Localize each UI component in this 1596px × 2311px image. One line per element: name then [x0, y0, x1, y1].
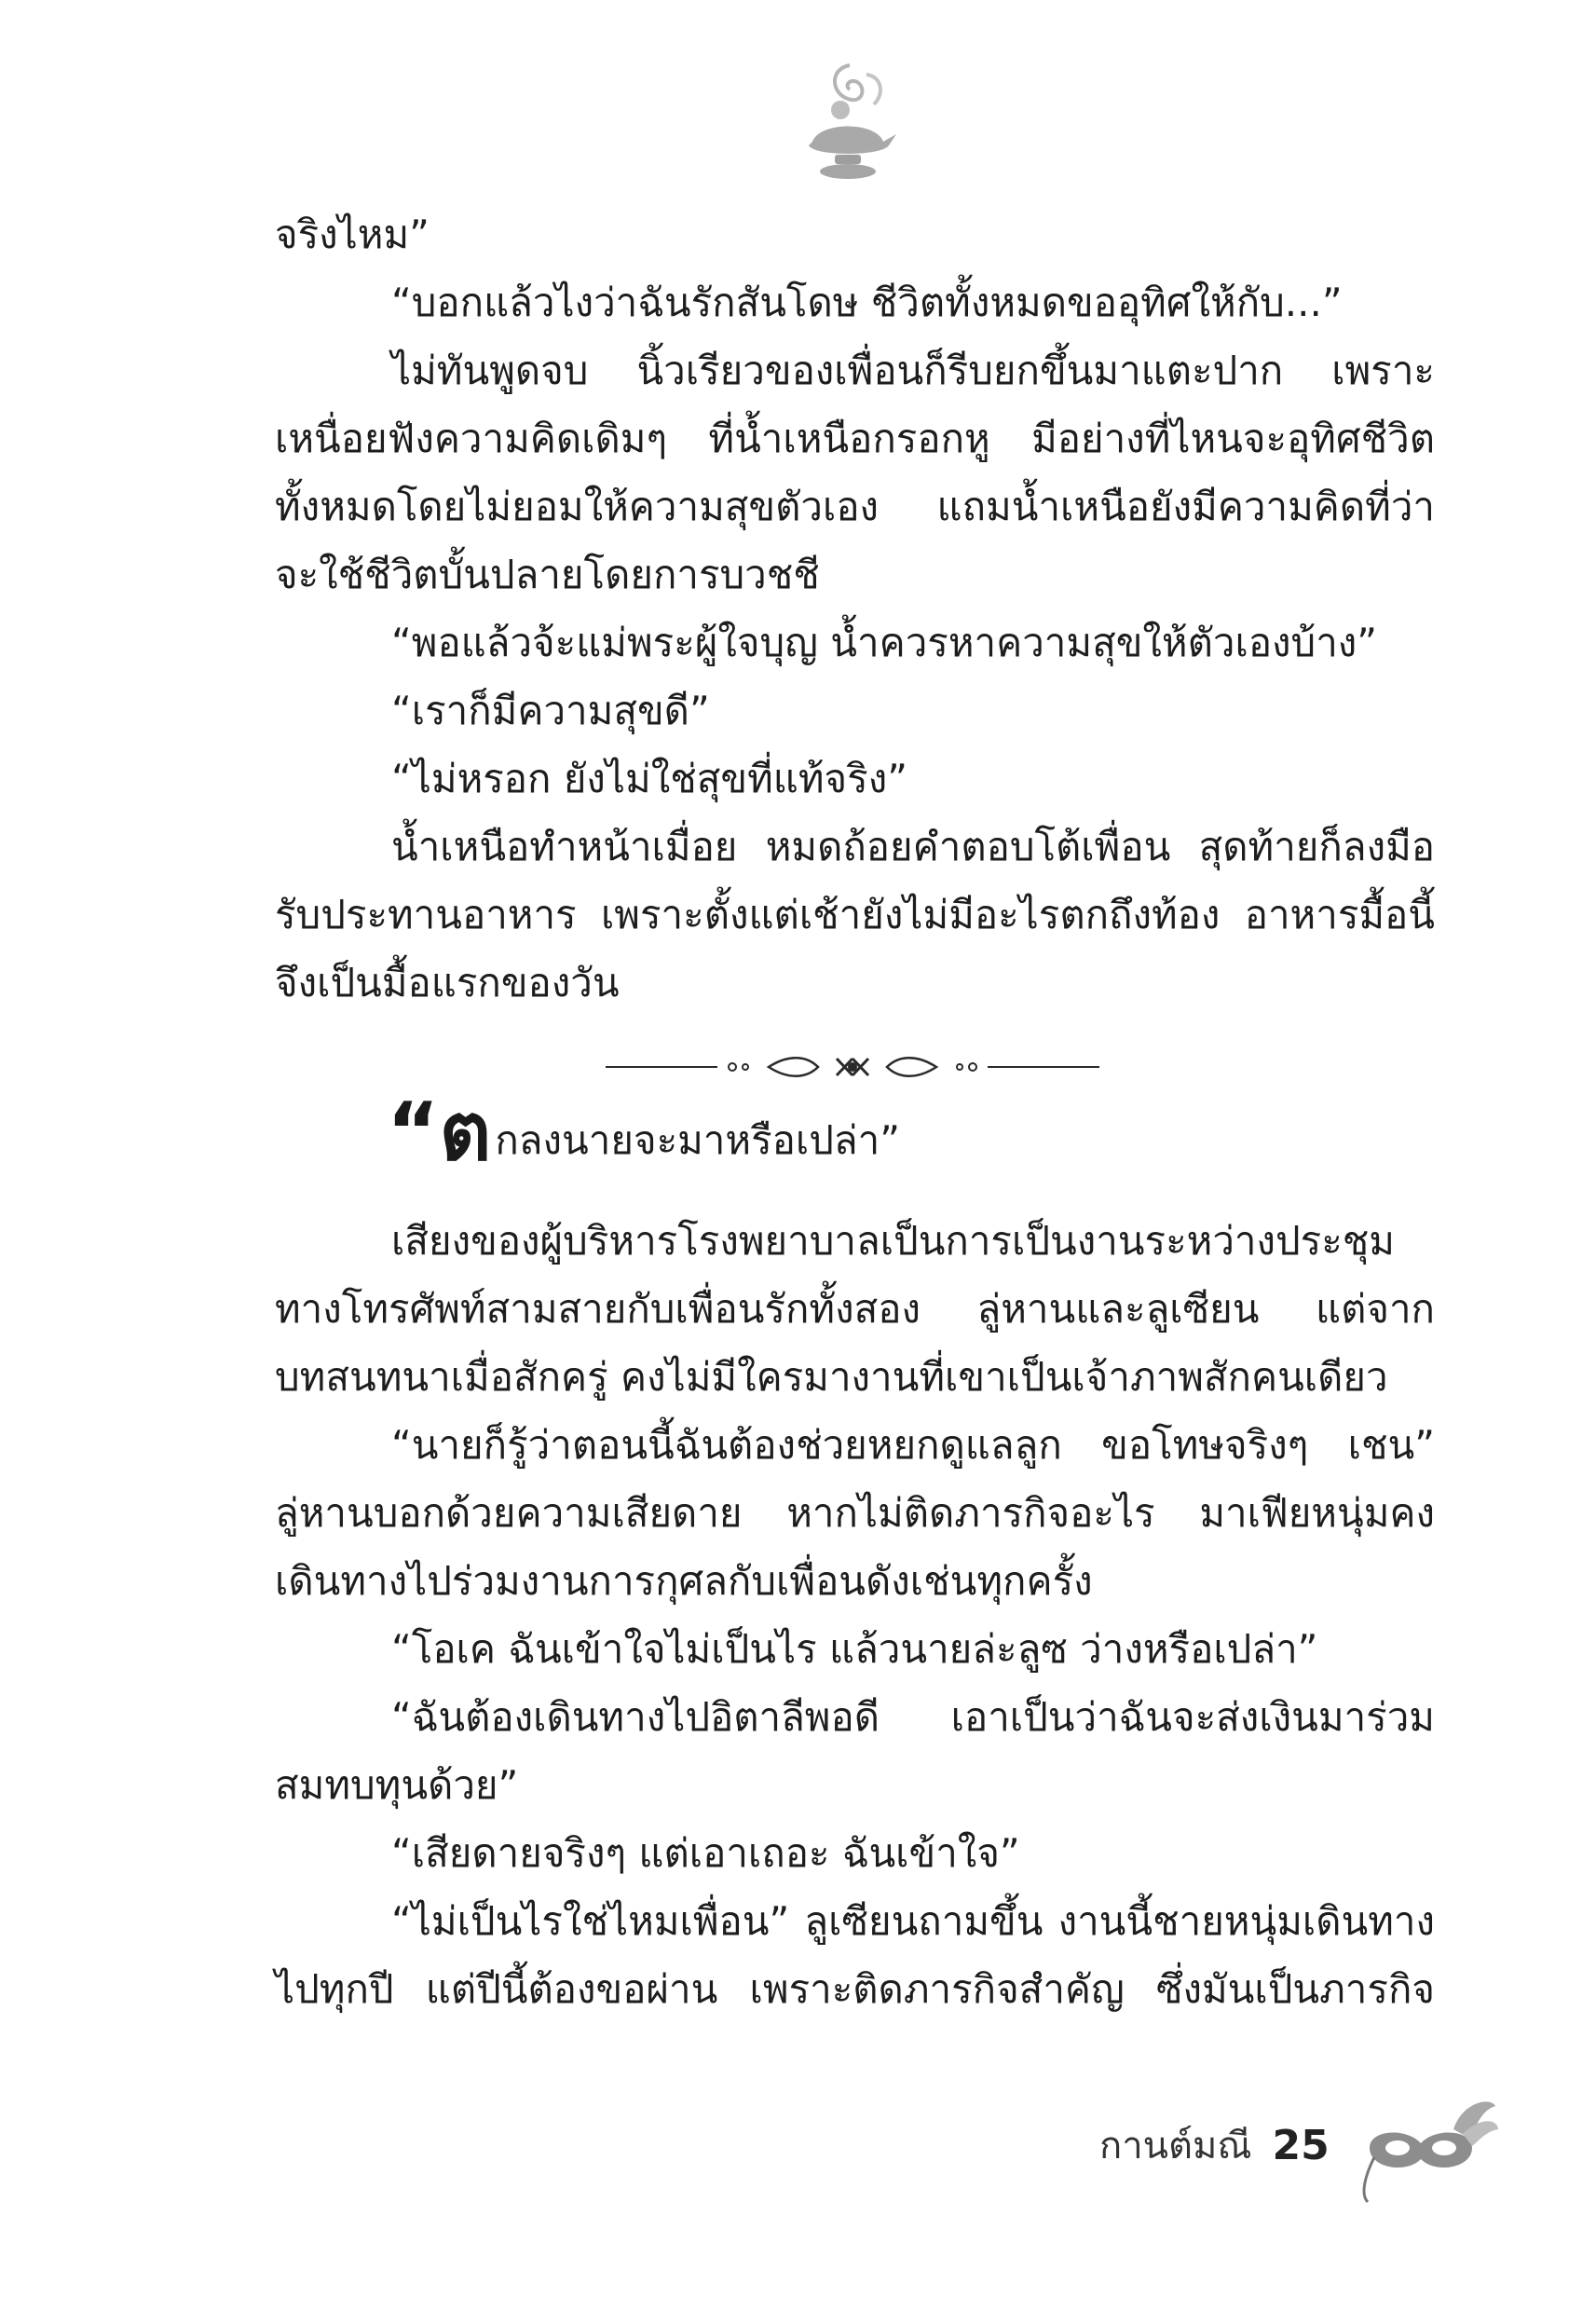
text-line: บทสนทนาเมื่อสักครู่ คงไม่มีใครมางานที่เขาเป็นเจ้าภาพสักคนเดียว: [275, 1354, 1388, 1400]
book-title: กานต์มณี: [1099, 2125, 1252, 2167]
text-line: “นายก็รู้ว่าตอนนี้ฉันต้องช่วยหยกดูแลลูก ขอโทษจริงๆ เชน”: [391, 1422, 1435, 1468]
text-line: “ไม่หรอก ยังไม่ใช่สุขที่แท้จริง”: [391, 756, 907, 801]
text-line: “พอแล้วจ้ะแม่พระผู้ใจบุญ น้ำควรหาความสุขให้ตัวเองบ้าง”: [391, 620, 1378, 665]
text-line: “บอกแล้วไงว่าฉันรักสันโดษ ชีวิตทั้งหมดขออุทิศให้กับ...”: [391, 280, 1343, 325]
text-line: เหนื่อยฟังความคิดเดิมๆ ที่น้ำเหนือกรอกหู มีอย่างที่ไหนจะอุทิศชีวิต: [275, 416, 1435, 461]
body-text-top: [275, 200, 1435, 1017]
page-number: 25: [1272, 2121, 1330, 2169]
genie-lamp-icon: [792, 56, 904, 186]
masquerade-mask-icon: [1342, 2092, 1500, 2204]
text-line: ทางโทรศัพท์สามสายกับเพื่อนรักทั้งสอง ลู่หานและลูเซียน แต่จาก: [275, 1286, 1435, 1332]
body-text-bottom: [275, 1207, 1435, 2023]
text-line: จะใช้ชีวิตบั้นปลายโดยการบวชชี: [275, 552, 820, 597]
text-line: ลู่หานบอกด้วยความเสียดาย หากไม่ติดภารกิจอะไร มาเฟียหนุ่มคง: [275, 1490, 1435, 1536]
text-line: เสียงของผู้บริหารโรงพยาบาลเป็นการเป็นงานระหว่างประชุม: [391, 1218, 1395, 1264]
text-line: “โอเค ฉันเข้าใจไม่เป็นไร แล้วนายล่ะลูซ ว่างหรือเปล่า”: [391, 1626, 1318, 1672]
text-line: “เสียดายจริงๆ แต่เอาเถอะ ฉันเข้าใจ”: [391, 1830, 1020, 1876]
text-line: ไปทุกปี แต่ปีนี้ต้องขอผ่าน เพราะติดภารกิจสำคัญ ซึ่งมันเป็นภารกิจ: [275, 1966, 1435, 2012]
text-line: เดินทางไปร่วมงานการกุศลกับเพื่อนดังเช่นทุกครั้ง: [275, 1558, 1093, 1604]
ornamental-divider-icon: [606, 1044, 1099, 1090]
text-line: รับประทานอาหาร เพราะตั้งแต่เช้ายังไม่มีอะไรตกถึงท้อง อาหารมื้อนี้: [275, 892, 1435, 937]
text-line: “เราก็มีความสุขดี”: [391, 688, 710, 733]
text-line: จึงเป็นมื้อแรกของวัน: [275, 960, 620, 1005]
text-line: “ฉันต้องเดินทางไปอิตาลีพอดี เอาเป็นว่าฉันจะส่งเงินมาร่วม: [391, 1694, 1435, 1740]
page-footer: [1099, 2115, 1330, 2175]
text-line: ทั้งหมดโดยไม่ยอมให้ความสุขตัวเอง แถมน้ำเหนือยังมีความคิดที่ว่า: [275, 484, 1435, 529]
text-line: ไม่ทันพูดจบ นิ้วเรียวของเพื่อนก็รีบยกขึ้นมาแตะปาก เพราะ: [391, 348, 1435, 393]
chapter-opening-line: [387, 1086, 900, 1179]
drop-cap: “ต: [387, 1086, 492, 1179]
chapter-first-line: กลงนายจะมาหรือเปล่า”: [495, 1117, 900, 1163]
text-line: สมทบทุนด้วย”: [275, 1762, 519, 1808]
text-line: จริงไหม”: [275, 212, 430, 257]
text-line: น้ำเหนือทำหน้าเมื่อย หมดถ้อยคำตอบโต้เพื่อน สุดท้ายก็ลงมือ: [391, 824, 1435, 869]
text-line: “ไม่เป็นไรใช่ไหมเพื่อน” ลูเซียนถามขึ้น งานนี้ชายหนุ่มเดินทาง: [391, 1898, 1435, 1944]
